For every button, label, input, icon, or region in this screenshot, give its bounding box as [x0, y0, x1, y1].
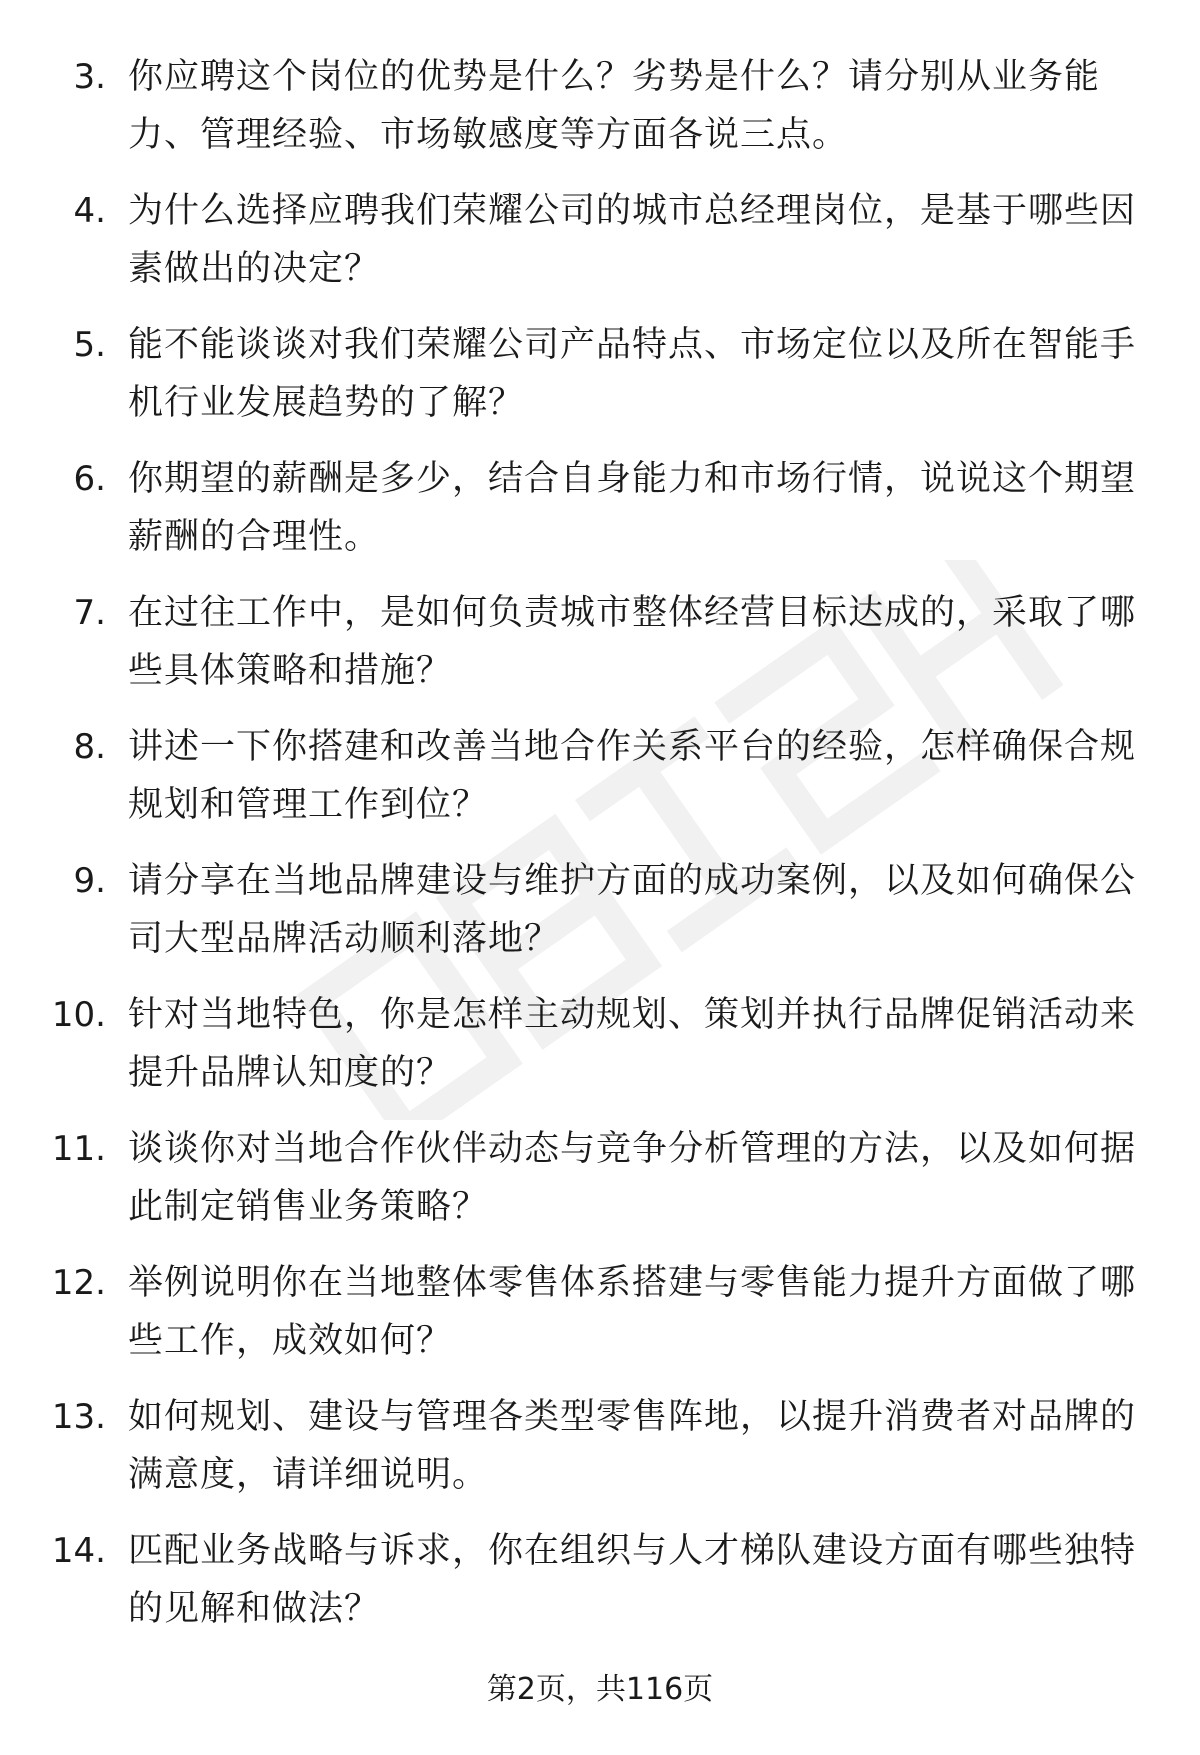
list-item	[0, 584, 1200, 704]
question-text: 请分享在当地品牌建设与维护方面的成功案例，以及如何确保公司大型品牌活动顺利落地？	[128, 861, 1137, 959]
list-item	[0, 316, 1200, 436]
question-number: 12.	[51, 1263, 106, 1303]
question-text: 在过往工作中，是如何负责城市整体经营目标达成的，采取了哪些具体策略和措施？	[128, 593, 1137, 691]
question-text: 你期望的薪酬是多少，结合自身能力和市场行情，说说这个期望薪酬的合理性。	[128, 459, 1137, 557]
question-list	[0, 48, 1200, 1656]
question-number: 11.	[51, 1129, 106, 1169]
page-number-footer: 第2页，共116页	[486, 1672, 714, 1707]
list-item	[0, 48, 1200, 168]
list-item	[0, 450, 1200, 570]
question-text: 讲述一下你搭建和改善当地合作关系平台的经验，怎样确保合规规划和管理工作到位？	[128, 727, 1137, 825]
question-number: 8.	[73, 727, 106, 767]
question-text: 如何规划、建设与管理各类型零售阵地，以提升消费者对品牌的满意度，请详细说明。	[128, 1397, 1137, 1495]
question-number: 10.	[51, 995, 106, 1035]
list-item	[0, 1388, 1200, 1508]
question-number: 7.	[73, 593, 106, 633]
question-text: 针对当地特色，你是怎样主动规划、策划并执行品牌促销活动来提升品牌认知度的？	[128, 995, 1137, 1093]
list-item	[0, 1522, 1200, 1642]
question-number: 14.	[51, 1531, 106, 1571]
list-item	[0, 852, 1200, 972]
question-text: 你应聘这个岗位的优势是什么？劣势是什么？请分别从业务能力、管理经验、市场敏感度等方面各说三点。	[128, 57, 1101, 155]
question-number: 5.	[73, 325, 106, 365]
question-number: 13.	[51, 1397, 106, 1437]
list-item	[0, 1254, 1200, 1374]
question-number: 4.	[73, 191, 106, 231]
list-item	[0, 1120, 1200, 1240]
question-number: 3.	[73, 57, 106, 97]
question-text: 谈谈你对当地合作伙伴动态与竞争分析管理的方法，以及如何据此制定销售业务策略？	[128, 1129, 1137, 1227]
question-number: 6.	[73, 459, 106, 499]
list-item	[0, 986, 1200, 1106]
question-number: 9.	[73, 861, 106, 901]
list-item	[0, 718, 1200, 838]
question-text: 举例说明你在当地整体零售体系搭建与零售能力提升方面做了哪些工作，成效如何？	[128, 1263, 1137, 1361]
list-item	[0, 182, 1200, 302]
question-text: 能不能谈谈对我们荣耀公司产品特点、市场定位以及所在智能手机行业发展趋势的了解？	[128, 325, 1137, 423]
question-text: 匹配业务战略与诉求，你在组织与人才梯队建设方面有哪些独特的见解和做法？	[128, 1531, 1137, 1629]
question-text: 为什么选择应聘我们荣耀公司的城市总经理岗位，是基于哪些因素做出的决定？	[128, 191, 1137, 289]
